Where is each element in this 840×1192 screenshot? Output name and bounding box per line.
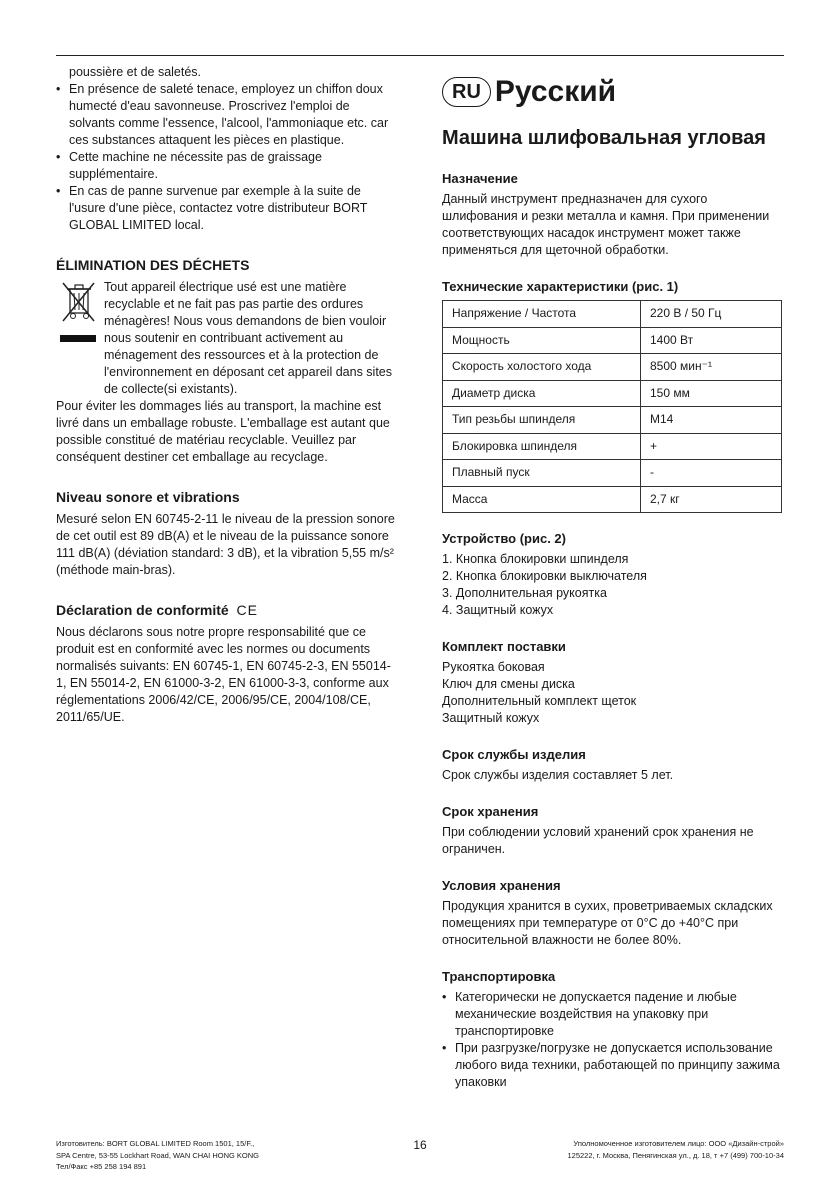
bullet-item: • Cette machine ne nécessite pas de graissage supplémentaire. (56, 149, 396, 183)
section-title-purpose: Назначение (442, 171, 518, 186)
list-item: 1. Кнопка блокировки шпинделя (442, 552, 629, 566)
language-badge: RU (442, 77, 491, 107)
ce-mark-icon: CE (236, 602, 258, 618)
bullet-item: • En présence de saleté tenace, employez un chiffon doux humecté d'eau savonneuse. Proscrivez l'emploi de solvants comme l'essence, l'alcool, l'ammoniaque etc. car ces substances attaquent les pièces en plastique. (56, 81, 396, 149)
list-item: Рукоятка боковая (442, 660, 545, 674)
bullet-item: • При разгрузке/погрузке не допускается использование любого вида техники, работающей по принципу зажима упаковки (442, 1040, 782, 1091)
list-item: 4. Защитный кожух (442, 603, 554, 617)
table-row: Масса 2,7 кг (443, 486, 782, 513)
section-title-noise: Niveau sonore et vibrations (56, 489, 240, 505)
section-title-elimination: ÉLIMINATION DES DÉCHETS (56, 257, 250, 273)
section-title-device: Устройство (рис. 2) (442, 531, 566, 546)
noise-text: Mesuré selon EN 60745-2-11 le niveau de la pression sonore de cet outil est 89 dB(A) et le niveau de la puissance sonore 111 dB(A) (déviation standard: 3 dB), et la vibration 5,55 m/s² (méthode main-bras). (56, 512, 395, 577)
french-column (56, 64, 396, 726)
intro-continuation: poussière et de saletés. (69, 65, 202, 79)
table-row: Мощность 1400 Вт (443, 327, 782, 354)
storage-text: При соблюдении условий хранений срок хранения не ограничен. (442, 825, 754, 856)
service-life-text: Срок службы изделия составляет 5 лет. (442, 768, 674, 782)
list-item: Защитный кожух (442, 711, 540, 725)
list-item: 3. Дополнительная рукоятка (442, 586, 607, 600)
storage-conditions-text: Продукция хранится в сухих, проветриваемых складских помещениях при температуре от 0°С до +40°С при относительной влажности не более 80%. (442, 899, 773, 947)
section-title-service-life: Срок службы изделия (442, 747, 586, 762)
table-row: Плавный пуск - (443, 460, 782, 487)
conformity-text: Nous déclarons sous notre propre responsabilité que ce produit est en conformité avec les normes ou documents normalisés suivants: EN 60745-1, EN 60745-2-3, EN 55014-1, EN 55014-2, EN 61000-3-2, EN 61000-3-3, conforme aux réglementations 2006/42/CE, 2006/95/CE, 2004/108/CE, 2011/65/UE. (56, 625, 391, 724)
section-title-transport: Транспортировка (442, 969, 556, 984)
manufacturer-info: Изготовитель: BORT GLOBAL LIMITED Room 1501, 15/F., SPA Centre, 53-55 Lockhart Road, WAN CHAI HONG KONG Тел/Факс +85 258 194 891 (56, 1139, 259, 1171)
specs-table (442, 300, 782, 513)
page-number: 16 (413, 1138, 427, 1152)
section-title-storage-conditions: Условия хранения (442, 878, 561, 893)
table-row: Тип резьбы шпинделя M14 (443, 407, 782, 434)
language-header (442, 74, 782, 110)
representative-info: Уполномоченное изготовителем лицо: ООО «Дизайн-строй» 125222, г. Москва, Пенягинская ул., д. 18, т +7 (499) 700-10-34 (567, 1139, 784, 1160)
bullet-item: • En cas de panne survenue par exemple à la suite de l'usure d'une pièce, contactez votre distributeur BORT GLOBAL LIMITED local. (56, 183, 396, 234)
packaging-text: Pour éviter les dommages liés au transport, la machine est livré dans un emballage robuste. L'emballage est autant que possible constitué de matériau recyclable. Veuillez par conséquent destiner cet emballage au recyclage. (56, 399, 390, 464)
section-title-conformity: Déclaration de conformité CE (56, 602, 258, 618)
product-title: Машина шлифовальная угловая (442, 127, 766, 149)
bullet-item: • Категорически не допускается падение и любые механические воздействия на упаковку при транспортировке (442, 989, 782, 1040)
russian-column (442, 70, 782, 1091)
list-item: Ключ для смены диска (442, 677, 575, 691)
language-title: Русский (494, 75, 617, 108)
top-rule (56, 55, 784, 56)
purpose-text: Данный инструмент предназначен для сухого шлифования и резки металла и камня. При применении соответствующих насадок инструмент может также применяться для щеточной обработки. (442, 192, 770, 257)
weee-bin-icon (56, 279, 100, 398)
section-title-storage: Срок хранения (442, 804, 539, 819)
table-row: Блокировка шпинделя + (443, 433, 782, 460)
section-title-kit: Комплект поставки (442, 639, 566, 654)
table-row: Диаметр диска 150 мм (443, 380, 782, 407)
table-row: Напряжение / Частота 220 В / 50 Гц (443, 301, 782, 328)
elimination-text: Tout appareil électrique usé est une matière recyclable et ne fait pas pas partie des ordures ménagères! Nous vous demandons de bien vouloir nous soutenir en contribuant activement au ménagement des ressources et à la protection de l'environnement en déposant cet appareil dans sites de collecte(si existants). (104, 280, 392, 396)
table-row: Скорость холостого хода 8500 мин⁻¹ (443, 354, 782, 381)
list-item: Дополнительный комплект щеток (442, 694, 637, 708)
section-title-specs: Технические характеристики (рис. 1) (442, 279, 679, 294)
list-item: 2. Кнопка блокировки выключателя (442, 569, 647, 583)
